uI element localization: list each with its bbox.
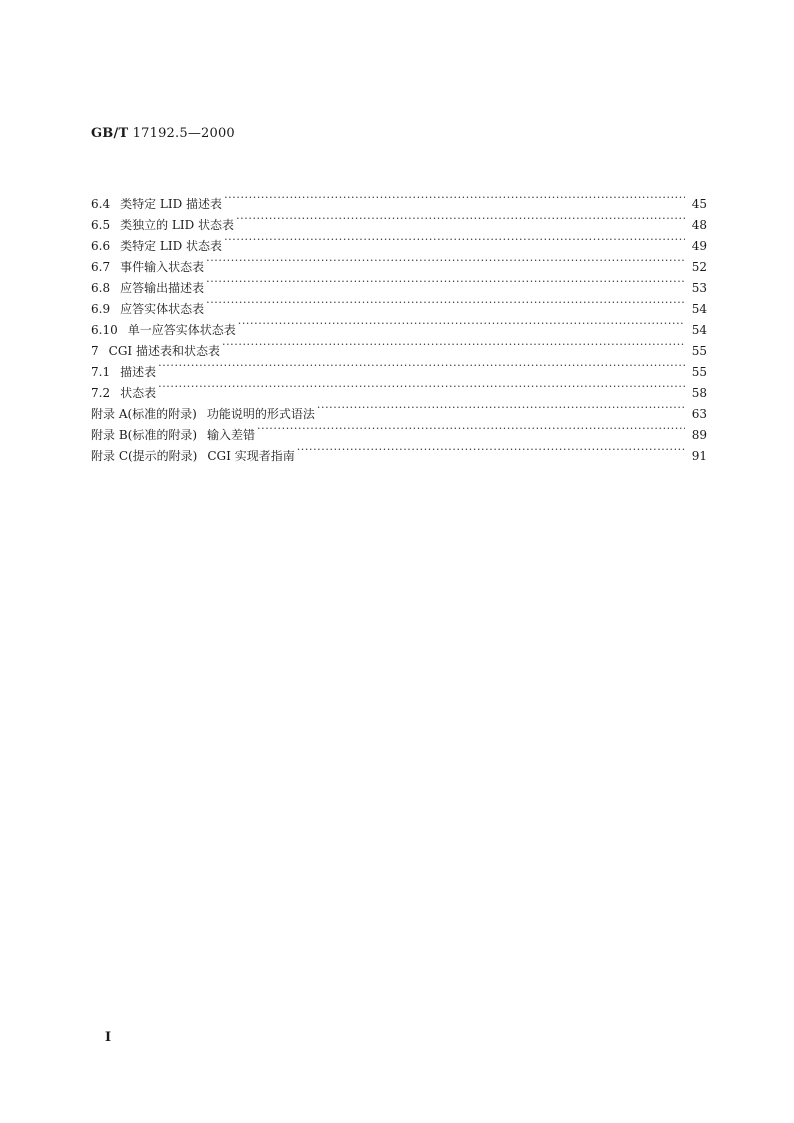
toc-entry-page: 45: [691, 197, 707, 211]
toc-leader-dots: [222, 334, 685, 355]
toc-entry-page: 55: [691, 365, 707, 379]
toc-entry-page: 52: [691, 260, 707, 274]
toc-entry-title: 状态表: [120, 386, 157, 400]
toc-entry-title: 类特定 LID 状态表: [120, 239, 223, 253]
toc-entry-title: 类独立的 LID 状态表: [120, 218, 235, 232]
standard-number: 17192.5—2000: [132, 126, 235, 141]
toc-entry-page: 63: [691, 407, 707, 421]
toc-leader-dots: [158, 355, 685, 376]
toc-entry-title: 应答输出描述表: [120, 281, 205, 295]
toc-leader-dots: [206, 271, 685, 292]
toc-entry-number: 6.8: [91, 281, 111, 295]
toc-entry-title: 单一应答实体状态表: [127, 323, 236, 337]
toc-entry[interactable]: [91, 376, 707, 400]
toc-entry[interactable]: [91, 397, 707, 421]
toc-leader-dots: [224, 229, 685, 250]
toc-entry-number: 6.7: [91, 260, 111, 274]
toc-entry-number: 附录 A(标准的附录): [91, 407, 197, 421]
toc-leader-dots: [238, 313, 685, 334]
toc-entry-number: 7.2: [91, 386, 111, 400]
toc-entry-title: 描述表: [120, 365, 157, 379]
toc-entry-number: 附录 B(标准的附录): [91, 428, 197, 442]
toc-entry-number: 6.4: [91, 197, 111, 211]
toc-leader-dots: [224, 187, 685, 208]
toc-entry-page: 49: [691, 239, 707, 253]
toc-entry-title: 应答实体状态表: [120, 302, 205, 316]
toc-entry-title: CGI 实现者指南: [207, 449, 295, 463]
toc-entry-number: 6.5: [91, 218, 111, 232]
toc-entry[interactable]: [91, 187, 707, 211]
toc-leader-dots: [206, 292, 685, 313]
toc-entry-title: 类特定 LID 描述表: [120, 197, 223, 211]
standard-prefix: GB/T: [91, 126, 129, 141]
page-number: I: [105, 1030, 112, 1045]
toc-leader-dots: [257, 418, 685, 439]
toc-leader-dots: [317, 397, 685, 418]
toc-entry-number: 6.6: [91, 239, 111, 253]
toc-entry-page: 58: [691, 386, 707, 400]
table-of-contents: [91, 187, 707, 463]
toc-entry-title: CGI 描述表和状态表: [108, 344, 220, 358]
toc-entry-page: 54: [691, 323, 707, 337]
toc-entry-title: 功能说明的形式语法: [206, 407, 315, 421]
toc-entry-page: 91: [691, 449, 707, 463]
toc-entry-title: 事件输入状态表: [120, 260, 205, 274]
toc-entry-number: 6.10: [91, 323, 118, 337]
toc-entry-number: 7: [91, 344, 99, 358]
toc-entry-page: 89: [691, 428, 707, 442]
toc-entry[interactable]: [91, 355, 707, 379]
toc-entry-number: 附录 C(提示的附录): [91, 449, 198, 463]
toc-entry-page: 48: [691, 218, 707, 232]
toc-leader-dots: [206, 250, 685, 271]
toc-entry-page: 54: [691, 302, 707, 316]
toc-leader-dots: [158, 376, 685, 397]
toc-leader-dots: [236, 208, 685, 229]
document-header: [91, 126, 235, 141]
toc-entry-number: 7.1: [91, 365, 111, 379]
toc-entry-title: 输入差错: [207, 428, 256, 442]
toc-entry-page: 53: [691, 281, 707, 295]
toc-entry-number: 6.9: [91, 302, 111, 316]
toc-entry-page: 55: [691, 344, 707, 358]
toc-leader-dots: [297, 439, 685, 460]
